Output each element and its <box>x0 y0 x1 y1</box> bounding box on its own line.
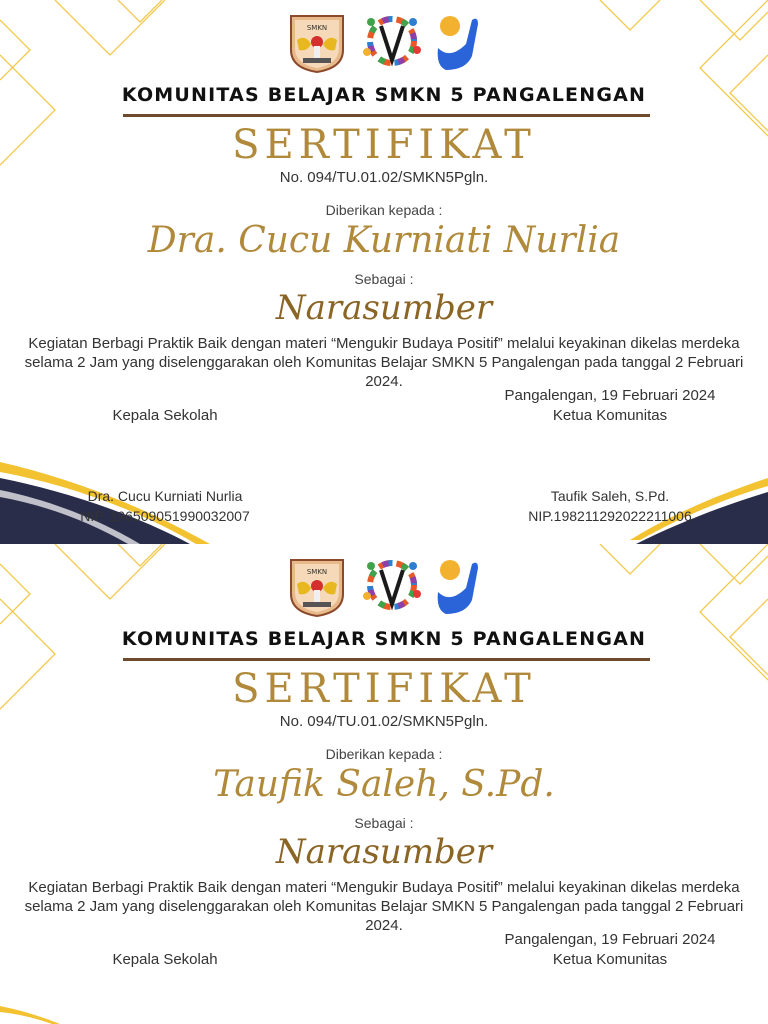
smkn-badge-logo <box>285 552 349 618</box>
smkn-badge-logo <box>285 8 349 74</box>
blue-figure-logo <box>432 552 480 618</box>
left-signer-name: Dra. Cucu Kurniati Nurlia <box>87 488 243 504</box>
given-to-label: Diberikan kepada : <box>325 746 443 762</box>
organization-title: KOMUNITAS BELAJAR SMKN 5 PANGALENGAN <box>121 84 647 106</box>
certificate-title: SERTIFIKAT <box>232 122 536 168</box>
right-signer-role: Ketua Komunitas <box>552 951 668 968</box>
right-signer-role: Ketua Komunitas <box>552 407 668 424</box>
certificate-number: No. 094/TU.01.02/SMKN5Pgln. <box>279 713 489 730</box>
right-signer-nip: NIP.198211292022211006 <box>528 508 692 524</box>
certificate-body-text: Kegiatan Berbagi Praktik Baik dengan materi “Mengukir Budaya Positif” melalui keyakinan dikelas merdeka selama 2 Jam yang diselenggarakan oleh Komunitas Belajar SMKN 5 Pangalengan pada tanggal 2 Februari 2024. <box>24 879 744 934</box>
as-label: Sebagai : <box>354 271 414 287</box>
left-signer-block <box>40 486 290 526</box>
recipient-name: Dra. Cucu Kurniati Nurlia <box>147 220 621 261</box>
logo-row <box>0 552 768 620</box>
recipient-role: Narasumber <box>275 288 493 328</box>
title-divider <box>123 114 650 117</box>
given-to-label: Diberikan kepada : <box>325 202 443 218</box>
right-signer-name: Taufik Saleh, S.Pd. <box>550 488 670 504</box>
place-date: Pangalengan, 19 Februari 2024 <box>504 931 716 948</box>
as-label: Sebagai : <box>354 815 414 831</box>
certificate-2 <box>0 544 768 1024</box>
logo-row <box>0 8 768 76</box>
left-signer-role: Kepala Sekolah <box>112 407 218 424</box>
recipient-name: Taufik Saleh, S.Pd. <box>213 764 555 805</box>
left-signer-role: Kepala Sekolah <box>112 951 218 968</box>
title-divider <box>123 658 650 661</box>
certificate-number: No. 094/TU.01.02/SMKN5Pgln. <box>279 169 489 186</box>
certificate-body-text: Kegiatan Berbagi Praktik Baik dengan materi “Mengukir Budaya Positif” melalui keyakinan dikelas merdeka selama 2 Jam yang diselenggarakan oleh Komunitas Belajar SMKN 5 Pangalengan pada tanggal 2 Februari 2024. <box>24 335 744 390</box>
recipient-role: Narasumber <box>275 832 493 872</box>
place-date: Pangalengan, 19 Februari 2024 <box>504 387 716 404</box>
badge-label: SMKN <box>306 24 328 32</box>
blue-figure-logo <box>432 8 480 74</box>
organization-title: KOMUNITAS BELAJAR SMKN 5 PANGALENGAN <box>121 628 647 650</box>
right-signer-block <box>490 486 730 526</box>
colorful-v-logo <box>357 8 427 74</box>
left-signer-nip: NIP. 196509051990032007 <box>80 508 250 524</box>
certificate-title: SERTIFIKAT <box>232 666 536 712</box>
badge-label: SMKN <box>306 568 328 576</box>
colorful-v-logo <box>357 552 427 618</box>
